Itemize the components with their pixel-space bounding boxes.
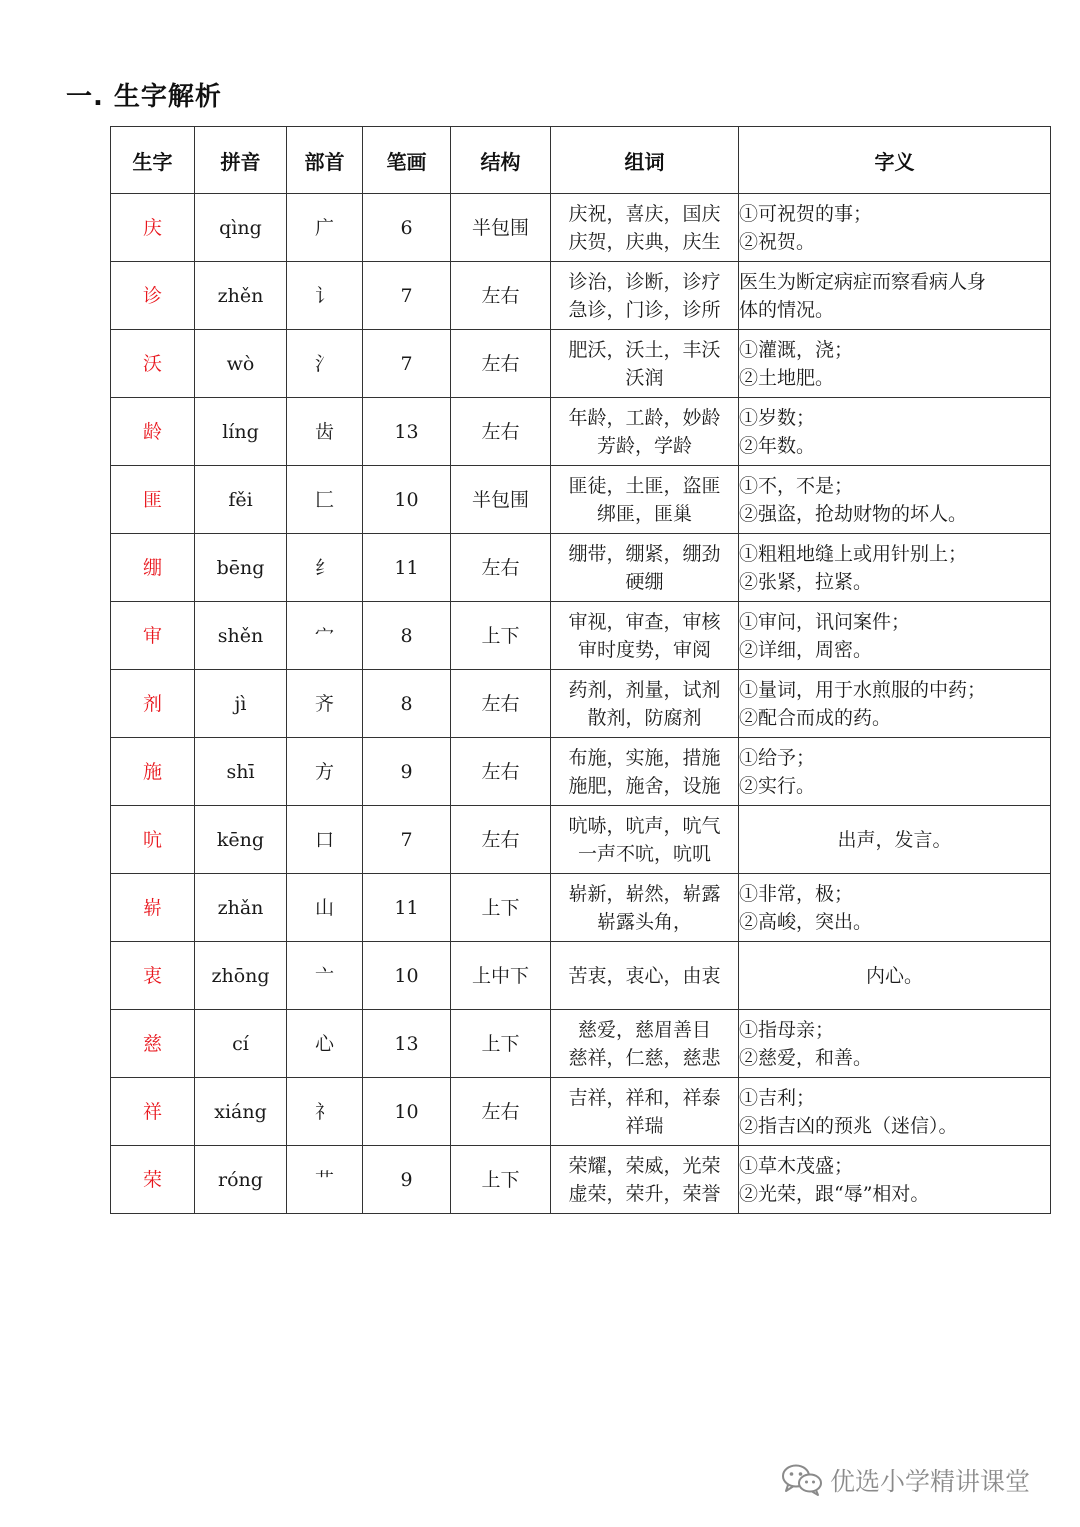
structure-cell: 左右 (451, 806, 551, 874)
header-words: 组词 (551, 127, 739, 194)
header-row (111, 127, 1051, 194)
strokes-cell: 9 (363, 1146, 451, 1214)
word-line: 庆祝，喜庆，国庆 (568, 202, 721, 225)
meaning-line: 出声，发言。 (837, 828, 952, 851)
pinyin-cell: zhǎn (195, 874, 287, 942)
watermark-text: 优选小学精讲课堂 (830, 1467, 1031, 1496)
word-line: 崭露头角， (596, 910, 692, 933)
word-line: 绷带，绷紧，绷劲 (568, 542, 721, 565)
strokes-cell: 8 (363, 602, 451, 670)
structure-cell: 左右 (451, 398, 551, 466)
meaning-cell (739, 330, 1051, 398)
word-line: 匪徒，土匪，盗匪 (568, 474, 721, 497)
radical-cell: 讠 (287, 262, 363, 330)
meaning-line: ①可祝贺的事； (739, 202, 873, 225)
table-row (111, 602, 1051, 670)
word-line: 沃润 (625, 366, 664, 389)
char-cell: 诊 (111, 262, 195, 330)
pinyin-cell: líng (195, 398, 287, 466)
meaning-line: ①非常，极； (739, 882, 854, 905)
pinyin-cell: cí (195, 1010, 287, 1078)
word-line: 一声不吭，吭叽 (577, 842, 711, 865)
pinyin-cell: shī (195, 738, 287, 806)
meaning-cell (739, 466, 1051, 534)
words-cell (551, 330, 739, 398)
meaning-line: ②年数。 (739, 434, 816, 457)
word-line: 布施，实施，措施 (568, 746, 721, 769)
word-line: 慈爱，慈眉善目 (577, 1018, 711, 1041)
meaning-line: ②高峻，突出。 (739, 910, 873, 933)
meaning-line: ①吉利； (739, 1086, 816, 1109)
strokes-cell: 13 (363, 1010, 451, 1078)
header-strokes: 笔画 (363, 127, 451, 194)
strokes-cell: 7 (363, 330, 451, 398)
meaning-cell (739, 262, 1051, 330)
structure-cell: 上下 (451, 602, 551, 670)
word-line: 荣耀，荣威，光荣 (568, 1154, 721, 1177)
words-cell (551, 262, 739, 330)
structure-cell: 左右 (451, 1078, 551, 1146)
meaning-cell (739, 602, 1051, 670)
meaning-line: ①草木茂盛； (739, 1154, 854, 1177)
pinyin-cell: bēng (195, 534, 287, 602)
pinyin-cell: qìng (195, 194, 287, 262)
structure-cell: 上中下 (451, 942, 551, 1010)
strokes-cell: 7 (363, 806, 451, 874)
structure-cell: 左右 (451, 330, 551, 398)
radical-cell: 心 (287, 1010, 363, 1078)
meaning-cell (739, 874, 1051, 942)
structure-cell: 半包围 (451, 466, 551, 534)
header-pinyin: 拼音 (195, 127, 287, 194)
char-cell: 祥 (111, 1078, 195, 1146)
meaning-line: 医生为断定病症而察看病人身 (739, 270, 987, 293)
meaning-line: ②张紧，拉紧。 (739, 570, 873, 593)
word-line: 庆贺，庆典，庆生 (568, 230, 721, 253)
words-cell (551, 942, 739, 1010)
meaning-cell (739, 1010, 1051, 1078)
words-cell (551, 738, 739, 806)
header-meaning: 字义 (739, 127, 1051, 194)
table-row (111, 806, 1051, 874)
table-row (111, 466, 1051, 534)
pinyin-cell: shěn (195, 602, 287, 670)
word-line: 肥沃，沃土，丰沃 (568, 338, 721, 361)
char-cell: 绷 (111, 534, 195, 602)
structure-cell: 上下 (451, 874, 551, 942)
word-line: 芳龄，学龄 (596, 434, 692, 457)
words-cell (551, 466, 739, 534)
meaning-line: ②光荣，跟“辱”相对。 (739, 1182, 930, 1205)
meaning-line: ②指吉凶的预兆（迷信）。 (739, 1114, 958, 1137)
char-cell: 沃 (111, 330, 195, 398)
meaning-cell (739, 534, 1051, 602)
table-row (111, 330, 1051, 398)
meaning-cell (739, 194, 1051, 262)
table-row (111, 738, 1051, 806)
word-line: 祥瑞 (625, 1114, 664, 1137)
word-line: 审时度势，审阅 (577, 638, 711, 661)
wechat-icon (780, 1462, 824, 1498)
radical-cell: 氵 (287, 330, 363, 398)
pinyin-cell: zhōng (195, 942, 287, 1010)
header-structure: 结构 (451, 127, 551, 194)
structure-cell: 上下 (451, 1010, 551, 1078)
header-char: 生字 (111, 127, 195, 194)
strokes-cell: 11 (363, 534, 451, 602)
words-cell (551, 806, 739, 874)
structure-cell: 左右 (451, 534, 551, 602)
table-row (111, 670, 1051, 738)
meaning-line: ②强盗，抢劫财物的坏人。 (739, 502, 968, 525)
word-line: 急诊，门诊，诊所 (568, 298, 721, 321)
words-cell (551, 398, 739, 466)
vocab-table (110, 126, 1051, 1214)
word-line: 硬绷 (625, 570, 664, 593)
pinyin-cell: róng (195, 1146, 287, 1214)
words-cell (551, 874, 739, 942)
meaning-line: ②土地肥。 (739, 366, 835, 389)
meaning-line: ②详细，周密。 (739, 638, 873, 661)
meaning-cell (739, 738, 1051, 806)
radical-cell: 纟 (287, 534, 363, 602)
word-line: 苦衷，衷心，由衷 (568, 964, 721, 987)
structure-cell: 上下 (451, 1146, 551, 1214)
structure-cell: 左右 (451, 670, 551, 738)
table-row (111, 942, 1051, 1010)
strokes-cell: 13 (363, 398, 451, 466)
table-row (111, 874, 1051, 942)
char-cell: 匪 (111, 466, 195, 534)
meaning-line: ②配合而成的药。 (739, 706, 892, 729)
word-line: 慈祥，仁慈，慈悲 (568, 1046, 721, 1069)
words-cell (551, 602, 739, 670)
pinyin-cell: zhěn (195, 262, 287, 330)
meaning-cell (739, 398, 1051, 466)
radical-cell: 齐 (287, 670, 363, 738)
radical-cell: 宀 (287, 602, 363, 670)
pinyin-cell: kēng (195, 806, 287, 874)
radical-cell: 方 (287, 738, 363, 806)
word-line: 诊治，诊断，诊疗 (568, 270, 721, 293)
strokes-cell: 10 (363, 1078, 451, 1146)
radical-cell: 口 (287, 806, 363, 874)
char-cell: 审 (111, 602, 195, 670)
table-row (111, 1078, 1051, 1146)
meaning-line: ②祝贺。 (739, 230, 816, 253)
header-radical: 部首 (287, 127, 363, 194)
strokes-cell: 10 (363, 942, 451, 1010)
strokes-cell: 11 (363, 874, 451, 942)
section-title: 一. 生字解析 (66, 82, 222, 112)
words-cell (551, 1078, 739, 1146)
meaning-cell (739, 1146, 1051, 1214)
meaning-line: 体的情况。 (739, 298, 835, 321)
word-line: 散剂，防腐剂 (587, 706, 702, 729)
meaning-line: ①审问，讯问案件； (739, 610, 911, 633)
pinyin-cell: fěi (195, 466, 287, 534)
strokes-cell: 6 (363, 194, 451, 262)
pinyin-cell: jì (195, 670, 287, 738)
meaning-line: ①不，不是； (739, 474, 854, 497)
meaning-line: ②实行。 (739, 774, 816, 797)
table-row (111, 534, 1051, 602)
strokes-cell: 7 (363, 262, 451, 330)
words-cell (551, 1146, 739, 1214)
meaning-line: ①给予； (739, 746, 816, 769)
pinyin-cell: xiáng (195, 1078, 287, 1146)
char-cell: 慈 (111, 1010, 195, 1078)
words-cell (551, 670, 739, 738)
word-line: 年龄，工龄，妙龄 (568, 406, 721, 429)
word-line: 施肥，施舍，设施 (568, 774, 721, 797)
meaning-cell (739, 670, 1051, 738)
word-line: 审视，审查，审核 (568, 610, 721, 633)
word-line: 绑匪，匪巢 (596, 502, 692, 525)
strokes-cell: 9 (363, 738, 451, 806)
meaning-line: ①指母亲； (739, 1018, 835, 1041)
watermark (780, 1462, 1030, 1498)
char-cell: 荣 (111, 1146, 195, 1214)
radical-cell: 广 (287, 194, 363, 262)
words-cell (551, 194, 739, 262)
meaning-cell (739, 1078, 1051, 1146)
structure-cell: 左右 (451, 738, 551, 806)
radical-cell: 匚 (287, 466, 363, 534)
table-row (111, 194, 1051, 262)
char-cell: 龄 (111, 398, 195, 466)
char-cell: 崭 (111, 874, 195, 942)
word-line: 虚荣，荣升，荣誉 (568, 1182, 721, 1205)
meaning-line: ①粗粗地缝上或用针别上； (739, 542, 968, 565)
pinyin-cell: wò (195, 330, 287, 398)
words-cell (551, 534, 739, 602)
table-body (111, 194, 1051, 1214)
meaning-line: ①岁数； (739, 406, 816, 429)
word-line: 崭新，崭然，崭露 (568, 882, 721, 905)
strokes-cell: 8 (363, 670, 451, 738)
char-cell: 庆 (111, 194, 195, 262)
radical-cell: 艹 (287, 1146, 363, 1214)
table-row (111, 1146, 1051, 1214)
table-row (111, 262, 1051, 330)
table-row (111, 398, 1051, 466)
radical-cell: 亠 (287, 942, 363, 1010)
meaning-line: ①灌溉，浇； (739, 338, 854, 361)
meaning-line: ②慈爱，和善。 (739, 1046, 873, 1069)
char-cell: 吭 (111, 806, 195, 874)
meaning-line: 内心。 (865, 964, 923, 987)
meaning-cell (739, 806, 1051, 874)
meaning-line: ①量词，用于水煎服的中药； (739, 678, 987, 701)
table-row (111, 1010, 1051, 1078)
meaning-cell (739, 942, 1051, 1010)
word-line: 药剂，剂量，试剂 (568, 678, 721, 701)
char-cell: 衷 (111, 942, 195, 1010)
radical-cell: 礻 (287, 1078, 363, 1146)
radical-cell: 山 (287, 874, 363, 942)
structure-cell: 半包围 (451, 194, 551, 262)
word-line: 吭哧，吭声，吭气 (568, 814, 721, 837)
radical-cell: 齿 (287, 398, 363, 466)
char-cell: 施 (111, 738, 195, 806)
structure-cell: 左右 (451, 262, 551, 330)
char-cell: 剂 (111, 670, 195, 738)
strokes-cell: 10 (363, 466, 451, 534)
word-line: 吉祥，祥和，祥泰 (568, 1086, 721, 1109)
words-cell (551, 1010, 739, 1078)
